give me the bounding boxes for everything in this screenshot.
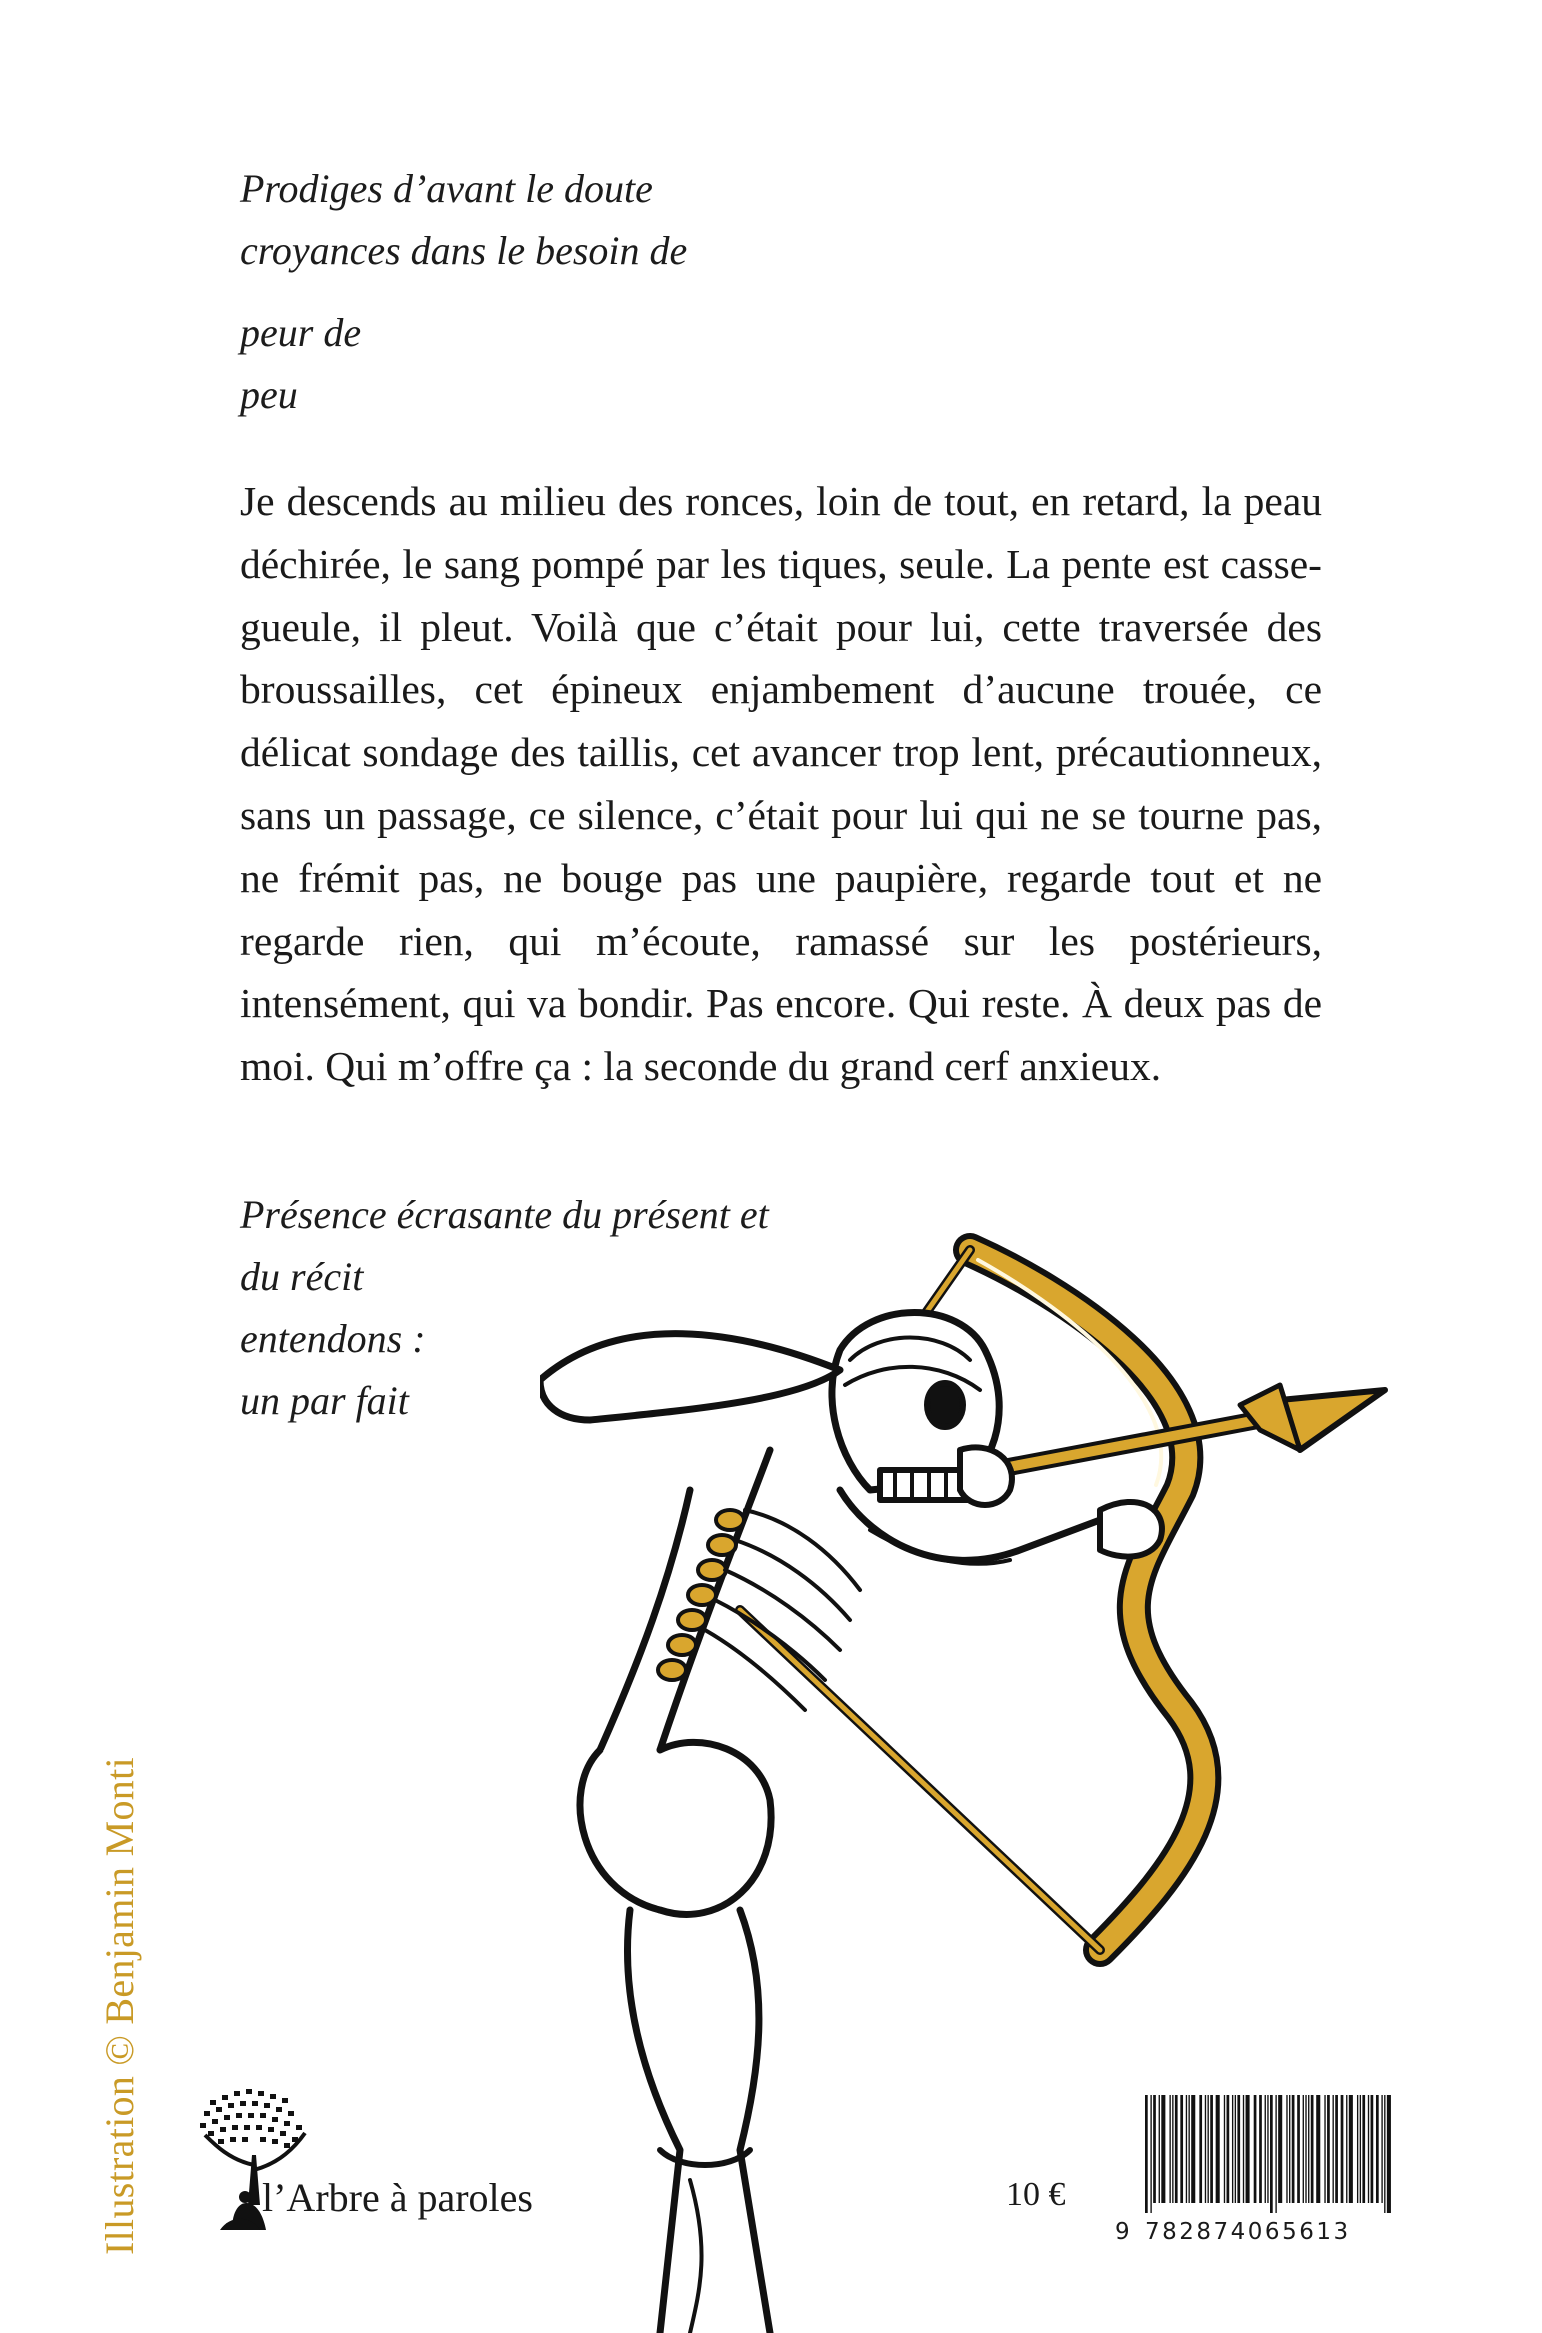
barcode-bar — [1270, 2095, 1273, 2213]
barcode-bar — [1243, 2095, 1244, 2203]
barcode-bar — [1308, 2095, 1309, 2203]
barcode-bar — [1210, 2095, 1213, 2203]
barcode-bar — [1199, 2095, 1202, 2203]
barcode-bar — [1188, 2095, 1189, 2203]
barcode-bar — [1235, 2095, 1236, 2203]
barcode-digits: 782874065613 — [1145, 2219, 1351, 2245]
barcode-bar — [1161, 2095, 1165, 2203]
barcode-bar — [1384, 2095, 1385, 2213]
barcode-bar — [1259, 2095, 1262, 2203]
verse-line: Prodiges d’avant le doute — [240, 166, 653, 211]
verse-line: un par fait — [240, 1378, 409, 1423]
verse-line: entendons : — [240, 1316, 426, 1361]
verse-line: peu — [240, 372, 298, 417]
barcode-bar — [1335, 2095, 1338, 2203]
verse-line: peur de — [240, 310, 362, 355]
barcode-bar — [1381, 2095, 1382, 2203]
barcode-bar — [1357, 2095, 1358, 2203]
barcode-bar — [1191, 2095, 1195, 2203]
barcode-bar — [1254, 2095, 1257, 2203]
barcode-bar — [1346, 2095, 1347, 2203]
barcode-bar — [1305, 2095, 1306, 2203]
barcode-bar — [1267, 2095, 1268, 2203]
barcode-bar — [1208, 2095, 1209, 2203]
barcode-bar — [1371, 2095, 1374, 2203]
barcode-bar — [1145, 2095, 1148, 2213]
barcode-lead-digit: 9 — [1115, 2219, 1130, 2245]
barcode-bar — [1169, 2095, 1170, 2203]
verse-line: du récit — [240, 1254, 364, 1299]
barcode — [1103, 2095, 1403, 2255]
barcode-bar — [1316, 2095, 1320, 2203]
barcode-bar — [1286, 2095, 1287, 2203]
barcode-bar — [1360, 2095, 1361, 2203]
barcode-bar — [1172, 2095, 1173, 2203]
barcode-bar — [1324, 2095, 1325, 2203]
barcode-bar — [1376, 2095, 1379, 2203]
barcode-bar — [1278, 2095, 1282, 2203]
barcode-bar — [1246, 2095, 1250, 2203]
barcode-bar — [1311, 2095, 1314, 2203]
barcode-bar — [1237, 2095, 1240, 2203]
illustration-credit: Illustration © Benjamin Monti — [97, 1757, 142, 2255]
barcode-bar — [1303, 2095, 1304, 2203]
barcode-bar — [1265, 2095, 1266, 2203]
barcode-bar — [1368, 2095, 1369, 2203]
barcode-bars — [1145, 2095, 1395, 2213]
barcode-bar — [1175, 2095, 1178, 2203]
barcode-bar — [1327, 2095, 1330, 2203]
barcode-bar — [1387, 2095, 1391, 2213]
barcode-bar — [1186, 2095, 1187, 2203]
barcode-bar — [1275, 2095, 1276, 2213]
barcode-bar — [1349, 2095, 1353, 2203]
barcode-bar — [1333, 2095, 1334, 2203]
barcode-bar — [1216, 2095, 1220, 2203]
barcode-bar — [1232, 2095, 1233, 2203]
prose-paragraph: Je descends au milieu des ronces, loin de tout, en retard, la peau déchirée, le sang pompé par les tiques, seule. La pente est casse-gueule, il pleut. Voilà que c’était pour lui, cette traversée des broussailles, cet épineux enjambement d’aucune trouée, ce délicat sondage des taillis, cet avancer trop lent, précautionneux, sans un passage, ce silence, c’était pour lui qui ne se tourne pas, ne frémit pas, ne bouge pas une paupière, regarde tout et ne regarde rien, qui m’écoute, ramassé sur les postérieurs, intensément, qui va bondir. Pas encore. Qui reste. À deux pas de moi. Qui m’offre ça : la seconde du grand cerf anxieux. — [240, 478, 1322, 1090]
barcode-bar — [1180, 2095, 1183, 2203]
barcode-bar — [1205, 2095, 1206, 2203]
barcode-bar — [1289, 2095, 1290, 2203]
barcode-bar — [1341, 2095, 1344, 2203]
intro-verse-2 — [240, 302, 361, 426]
barcode-bar — [1297, 2095, 1300, 2203]
publisher-name: l’Arbre à paroles — [262, 2175, 533, 2220]
barcode-bar — [1362, 2095, 1365, 2203]
barcode-bar — [1292, 2095, 1295, 2203]
barcode-bar — [1227, 2095, 1230, 2203]
barcode-bar — [1153, 2095, 1156, 2203]
barcode-bar — [1224, 2095, 1225, 2203]
barcode-bar — [1159, 2095, 1160, 2203]
verse-line: croyances dans le besoin de — [240, 228, 688, 273]
price: 10 € — [1006, 2176, 1066, 2213]
barcode-bar — [1150, 2095, 1151, 2213]
intro-verse — [240, 158, 687, 282]
verse-line: Présence écrasante du présent et — [240, 1192, 769, 1237]
